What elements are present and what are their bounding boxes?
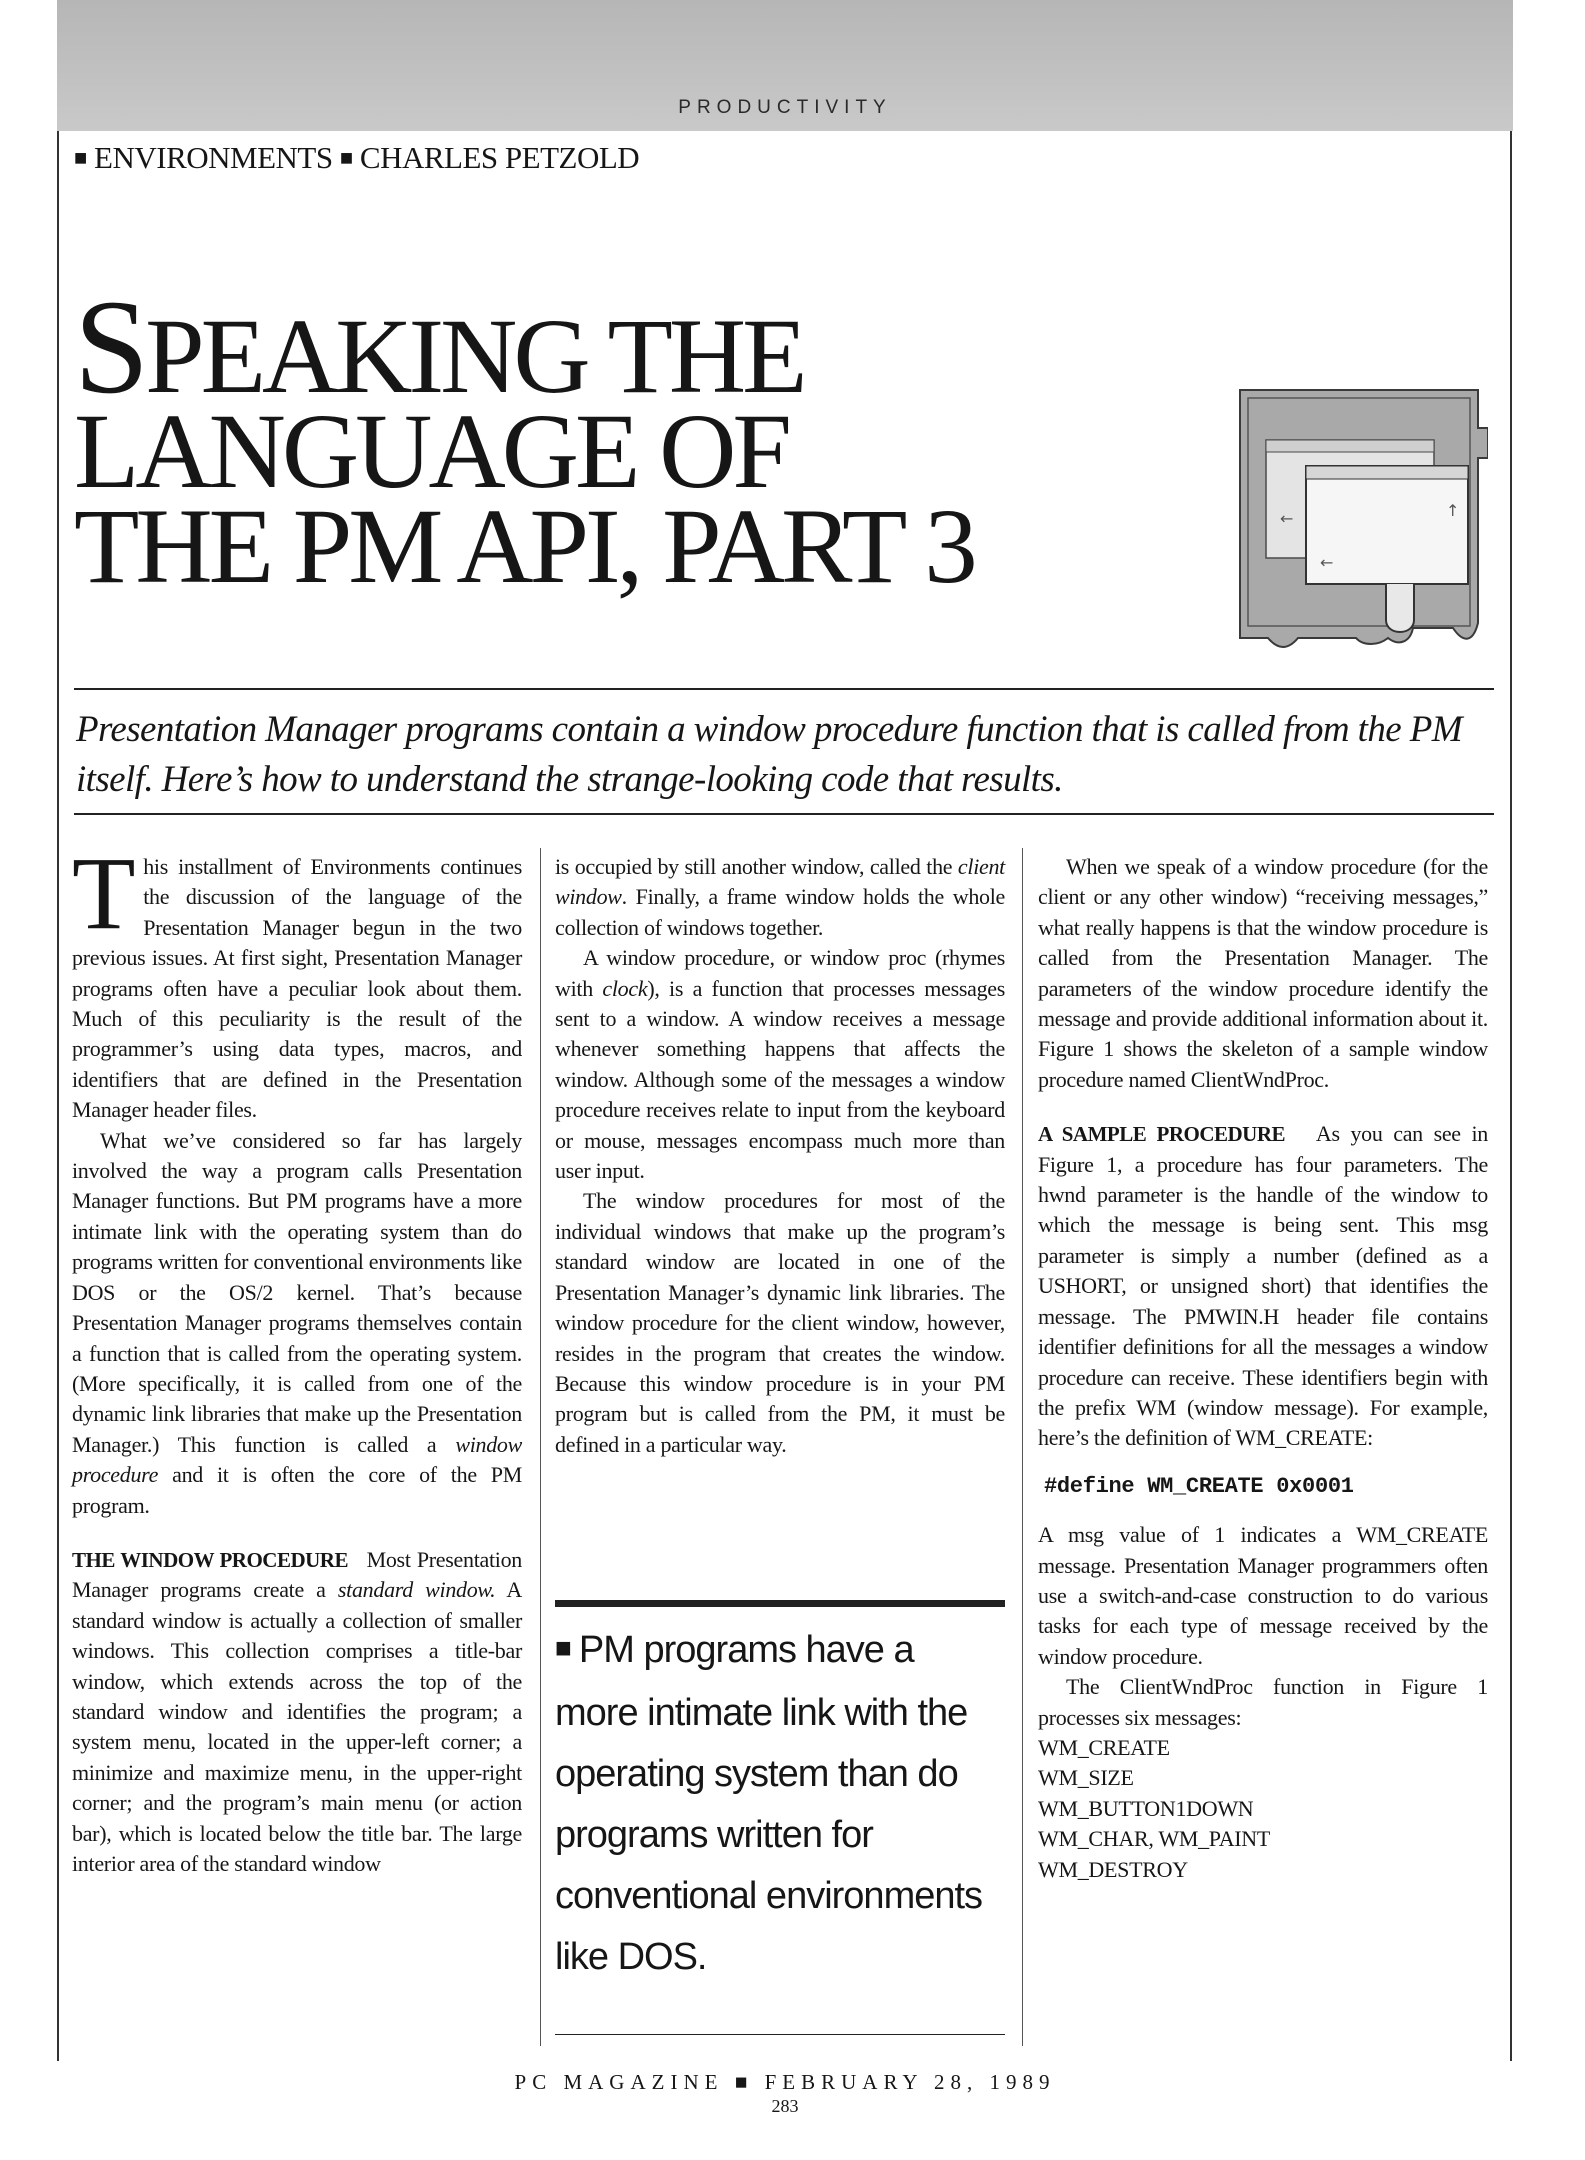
article-column-3 — [1038, 852, 1488, 1885]
message-list — [1038, 1733, 1488, 1885]
list-item: WM_BUTTON1DOWN — [1038, 1795, 1254, 1821]
paragraph: The window procedures for most of the individual windows that make up the program’s standard window are located in one of the Presentation Manager’s dynamic link libraries. The window procedure for the client window, however, resides in the program that creates the window. Because this window procedure is in your PM program but is called from the PM, it must be defined in a particular way. — [555, 1188, 1005, 1457]
code-snippet: #define WM_CREATE 0x0001 — [1044, 1473, 1354, 1499]
paragraph: is occupied by still another window, called the client window. Finally, a frame window holds the whole collection of windows together. — [555, 854, 1005, 940]
issue-date: FEBRUARY 28, 1989 — [764, 2070, 1056, 2094]
paragraph: The ClientWndProc function in Figure 1 processes six messages: — [1038, 1674, 1488, 1730]
article-deck: Presentation Manager programs contain a window procedure function that is called from the PM itself. Here’s how to understand the strange-looking code that results. — [76, 709, 1462, 800]
pullquote-top-rule — [555, 1600, 1005, 1607]
article-title — [74, 273, 1224, 606]
title-line-3: THE PM API, PART 3 — [74, 488, 974, 606]
frame-right-rule — [1510, 131, 1512, 2061]
bullet-icon: ■ — [339, 145, 353, 170]
column-divider-1 — [540, 848, 541, 2046]
pullquote-bottom-rule — [555, 2034, 1005, 2035]
left-arrow-icon: ← — [1320, 553, 1334, 572]
paragraph: This installment of Environments continues the discussion of the language of the Presentation Manager begun in the two previous issues. At first sight, Presentation Manager programs often have a peculiar look about them. Much of this peculiarity is the result of the programmer’s using data types, macros, and identifiers that are defined in the Presentation Manager header files. — [72, 836, 522, 1123]
paragraph: When we speak of a window procedure (for the client or any other window) “receiving messages,” what really happens is that the window procedure is called from the Presentation Manager. The parameters of the window procedure identify the message and provide additional information about it. Figure 1 shows the skeleton of a sample window procedure named ClientWndProc. — [1038, 854, 1488, 1092]
list-item: WM_CHAR, WM_PAINT — [1038, 1826, 1271, 1852]
author-name: CHARLES PETZOLD — [359, 140, 640, 175]
title-line-2: LANGUAGE OF — [74, 393, 788, 511]
drop-cap: T — [72, 836, 136, 951]
list-item: WM_SIZE — [1038, 1765, 1134, 1791]
frame-left-rule — [57, 131, 59, 2061]
deck-top-rule — [74, 688, 1494, 690]
title-line-1: SPEAKING THE — [74, 273, 804, 422]
byline — [74, 140, 639, 176]
paragraph: THE WINDOW PROCEDURE Most Presentation Manager programs create a standard window. A standard window is actually a collection of smaller windows. This collection comprises a title-bar window, which extends across the top of the standard window and identifies the program; a system menu, located in the upper-left corner; a minimize and maximize menu, in the upper-right corner; and the program’s main menu (or action bar), which is located below the title bar. The large interior area of the standard window — [72, 1546, 522, 1876]
article-column-1 — [72, 836, 522, 1879]
paragraph: A SAMPLE PROCEDURE As you can see in Figure 1, a procedure has four parameters. The hwnd parameter is the handle of the window to which the message is being sent. This msg parameter is simply a number (defined as a USHORT, or unsigned short) that identifies the message. The PMWIN.H header file contains identifier definitions for all the messages a window procedure can receive. These identifiers begin with the prefix WM (window message). For example, here’s the definition of WM_CREATE: — [1038, 1121, 1488, 1451]
section-heading: THE WINDOW PROCEDURE — [72, 1547, 348, 1572]
section-label: PRODUCTIVITY — [678, 97, 892, 118]
column-divider-2 — [1022, 848, 1023, 2046]
publication-name: PC MAGAZINE — [514, 2070, 724, 2094]
bullet-icon: ■ — [555, 1632, 571, 1663]
list-item: WM_CREATE — [1038, 1734, 1170, 1760]
footer — [57, 2070, 1513, 2095]
paragraph: What we’ve considered so far has largely involved the way a program calls Presentation Manager functions. But PM programs have a more intimate link with the operating system than do programs written for conventional environments like DOS or the OS/2 kernel. That’s because Presentation Manager programs themselves contain a function that is called from the operating system. (More specifically, it is called from one of the dynamic link libraries that make up the Presentation Manager.) This function is called a window procedure and it is often the core of the PM program. — [72, 1127, 522, 1518]
bullet-icon: ■ — [74, 145, 87, 170]
section-heading: A SAMPLE PROCEDURE — [1038, 1122, 1286, 1147]
department-label: ENVIRONMENTS — [94, 140, 333, 175]
overlapping-windows-illustration — [1238, 388, 1488, 650]
article-column-2 — [555, 852, 1005, 1460]
list-item: WM_DESTROY — [1038, 1856, 1188, 1882]
left-arrow-icon: ← — [1280, 509, 1294, 528]
up-arrow-icon: ↑ — [1446, 501, 1460, 520]
deck-bottom-rule — [74, 813, 1494, 815]
paragraph: A window procedure, or window proc (rhymes with clock), is a function that processes messages sent to a window. A window receives a message whenever something happens that affects the window. Although some of the messages a window procedure receives relate to input from the keyboard or mouse, messages encompass much more than user input. — [555, 945, 1005, 1184]
paragraph: A msg value of 1 indicates a WM_CREATE message. Presentation Manager programmers often use a switch-and-case construction to do various tasks for each type of message received by the window procedure. — [1038, 1522, 1488, 1669]
bullet-icon: ■ — [734, 2070, 754, 2094]
page-number: 283 — [771, 2096, 799, 2116]
pull-quote: ■ PM programs have a more intimate link with the operating system than do programs written for conventional environments like DOS. — [555, 1629, 983, 1978]
